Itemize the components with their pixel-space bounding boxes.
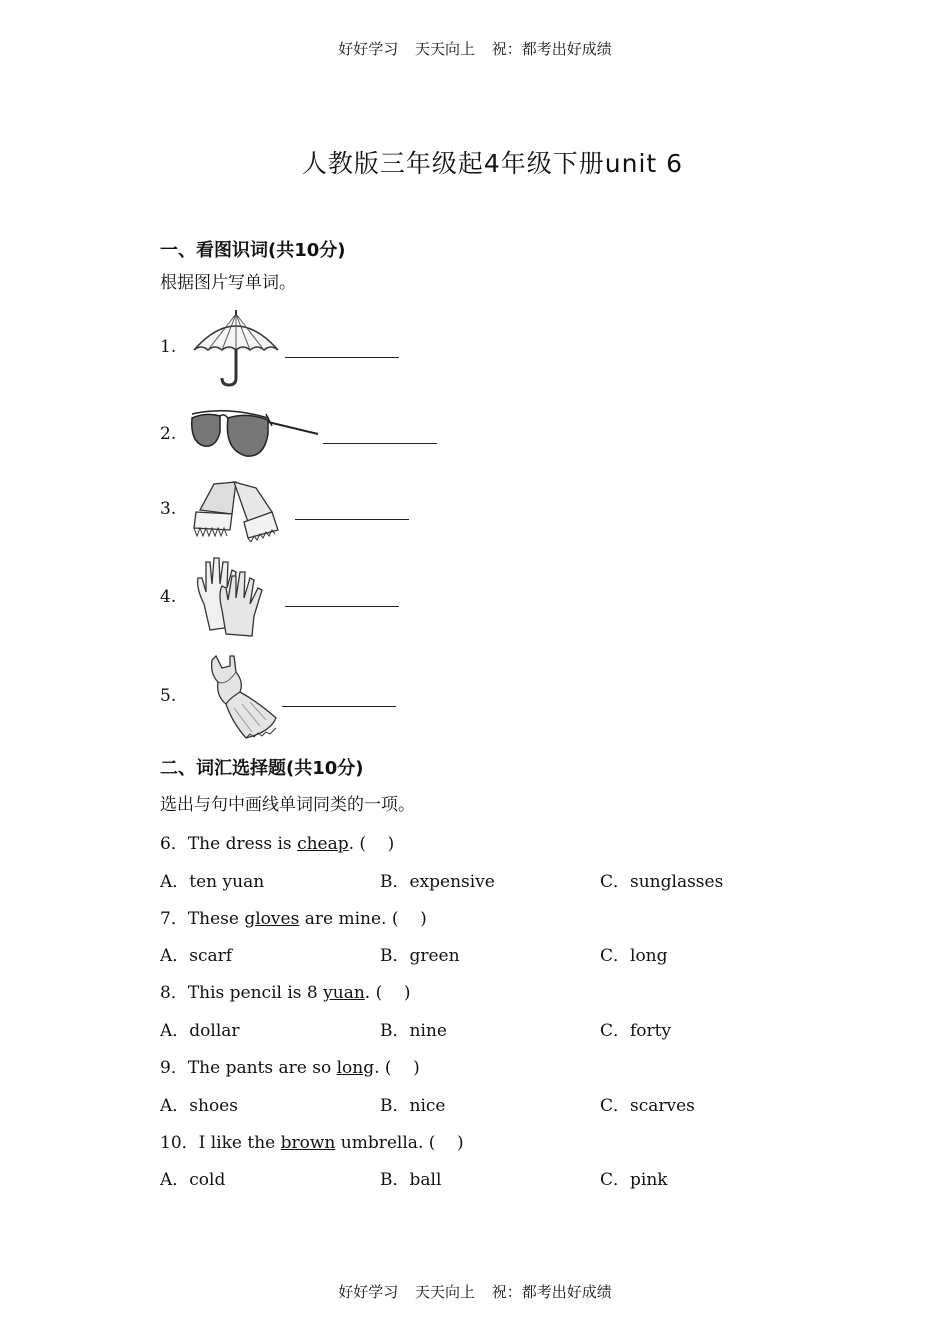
- dress-icon: [196, 652, 280, 740]
- scarf-icon: [186, 478, 280, 542]
- question-8: 8．This pencil is 8 yuan. ( ): [160, 983, 411, 1003]
- underlined-word: gloves: [244, 909, 300, 929]
- page-header: 好好学习 天天向上 祝：都考出好成绩: [338, 40, 612, 58]
- item-5-answer-blank[interactable]: [282, 705, 396, 707]
- q8-option-a[interactable]: A．dollar: [160, 1021, 240, 1041]
- item-3-number: 3.: [160, 499, 177, 519]
- item-3-answer-blank[interactable]: [295, 518, 409, 520]
- section-2-heading: 二、词汇选择题(共10分): [160, 758, 364, 779]
- item-4-number: 4.: [160, 587, 177, 607]
- q7-option-b[interactable]: B．green: [380, 946, 460, 966]
- q10-option-b[interactable]: B．ball: [380, 1170, 442, 1190]
- question-9: 9．The pants are so long. ( ): [160, 1058, 420, 1078]
- q6-option-c[interactable]: C．sunglasses: [600, 872, 724, 892]
- q7-option-c[interactable]: C．long: [600, 946, 668, 966]
- q6-option-b[interactable]: B．expensive: [380, 872, 495, 892]
- underlined-word: cheap: [297, 834, 349, 854]
- q10-option-c[interactable]: C．pink: [600, 1170, 668, 1190]
- q7-option-a[interactable]: A．scarf: [160, 946, 233, 966]
- item-1-number: 1.: [160, 337, 177, 357]
- q10-option-a[interactable]: A．cold: [160, 1170, 226, 1190]
- gloves-icon: [192, 554, 270, 638]
- section-2-instruction: 选出与句中画线单词同类的一项。: [160, 795, 415, 815]
- underlined-word: long: [336, 1058, 375, 1078]
- q9-option-c[interactable]: C．scarves: [600, 1096, 695, 1116]
- item-2-answer-blank[interactable]: [323, 442, 437, 444]
- umbrella-icon: [190, 308, 282, 388]
- page-footer: 好好学习 天天向上 祝：都考出好成绩: [338, 1283, 612, 1301]
- item-4-answer-blank[interactable]: [285, 605, 399, 607]
- sunglasses-icon: [188, 404, 320, 462]
- item-5-number: 5.: [160, 686, 177, 706]
- item-2-number: 2.: [160, 424, 177, 444]
- question-10: 10．I like the brown umbrella. ( ): [160, 1133, 464, 1153]
- question-6: 6．The dress is cheap. ( ): [160, 834, 395, 854]
- underlined-word: yuan: [323, 983, 365, 1003]
- question-7: 7．These gloves are mine. ( ): [160, 909, 427, 929]
- item-1-answer-blank[interactable]: [285, 356, 399, 358]
- page-title: 人教版三年级起4年级下册unit 6: [301, 149, 684, 178]
- section-1-instruction: 根据图片写单词。: [160, 273, 296, 293]
- q6-option-a[interactable]: A．ten yuan: [160, 872, 265, 892]
- q9-option-b[interactable]: B．nice: [380, 1096, 446, 1116]
- section-1-heading: 一、看图识词(共10分): [160, 240, 346, 261]
- q8-option-b[interactable]: B．nine: [380, 1021, 447, 1041]
- underlined-word: brown: [280, 1133, 336, 1153]
- q8-option-c[interactable]: C．forty: [600, 1021, 672, 1041]
- q9-option-a[interactable]: A．shoes: [160, 1096, 238, 1116]
